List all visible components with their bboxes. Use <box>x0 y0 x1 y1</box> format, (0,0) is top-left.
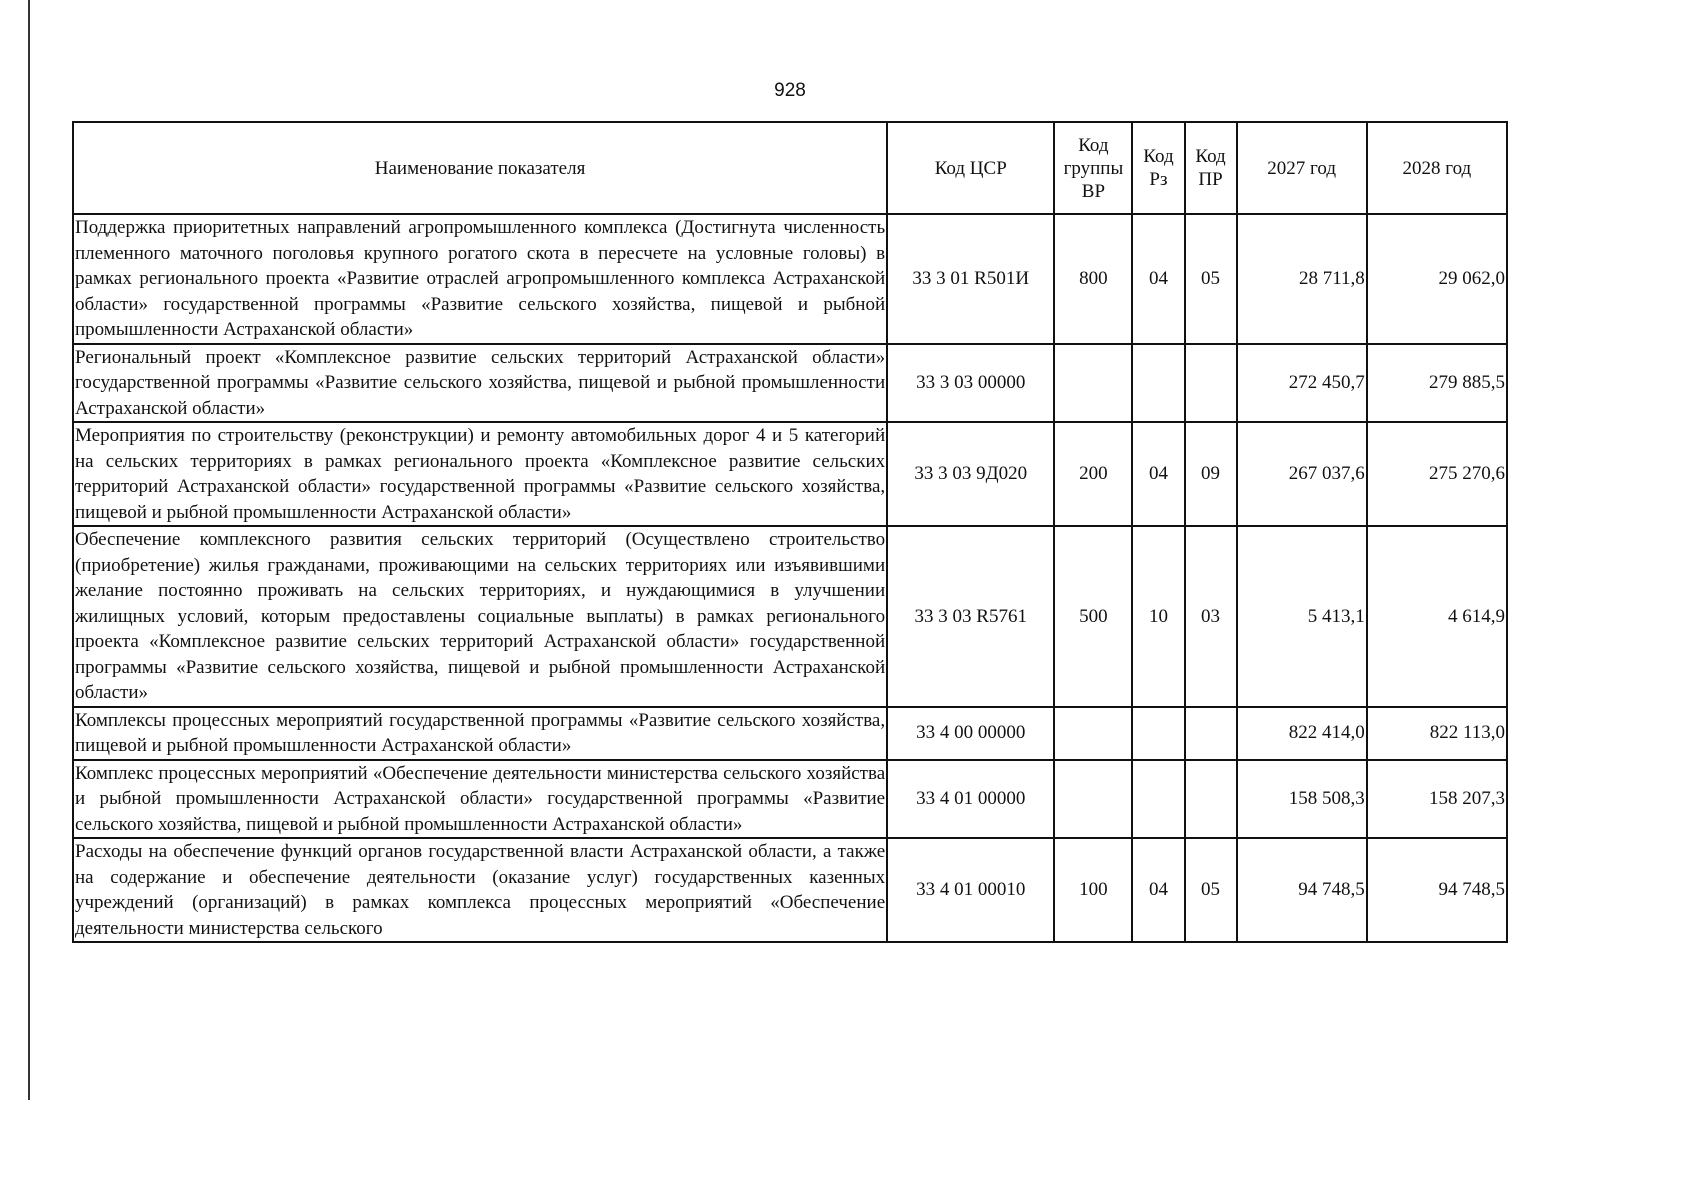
row-csr: 33 4 01 00000 <box>887 760 1054 839</box>
header-name: Наименование показателя <box>73 122 887 214</box>
left-margin-line <box>28 0 30 1100</box>
row-pr: 05 <box>1185 214 1237 344</box>
table-header-row <box>73 122 1507 214</box>
table-row <box>73 760 1507 839</box>
row-vr: 800 <box>1054 214 1132 344</box>
row-vr: 500 <box>1054 526 1132 707</box>
header-vr: Код группы ВР <box>1054 122 1132 214</box>
header-year-2027: 2027 год <box>1237 122 1367 214</box>
row-vr <box>1054 760 1132 839</box>
header-csr: Код ЦСР <box>887 122 1054 214</box>
row-year-2027: 94 748,5 <box>1237 838 1367 942</box>
row-vr <box>1054 344 1132 423</box>
row-csr: 33 3 01 R501И <box>887 214 1054 344</box>
table-row <box>73 838 1507 942</box>
row-pr <box>1185 344 1237 423</box>
row-vr: 100 <box>1054 838 1132 942</box>
row-rz: 04 <box>1132 214 1184 344</box>
row-pr <box>1185 707 1237 760</box>
header-year-2028: 2028 год <box>1367 122 1507 214</box>
row-csr: 33 3 03 00000 <box>887 344 1054 423</box>
row-year-2027: 822 414,0 <box>1237 707 1367 760</box>
row-year-2028: 29 062,0 <box>1367 214 1507 344</box>
row-csr: 33 3 03 9Д020 <box>887 422 1054 526</box>
row-rz <box>1132 344 1184 423</box>
row-vr: 200 <box>1054 422 1132 526</box>
row-year-2027: 267 037,6 <box>1237 422 1367 526</box>
row-year-2028: 275 270,6 <box>1367 422 1507 526</box>
row-csr: 33 3 03 R5761 <box>887 526 1054 707</box>
row-pr: 03 <box>1185 526 1237 707</box>
table-row <box>73 526 1507 707</box>
row-year-2028: 158 207,3 <box>1367 760 1507 839</box>
budget-table <box>72 121 1508 943</box>
row-rz: 10 <box>1132 526 1184 707</box>
row-year-2027: 158 508,3 <box>1237 760 1367 839</box>
row-name: Региональный проект «Комплексное развитие сельских территорий Астраханской области» государственной программы «Развитие сельского хозяйства, пищевой и рыбной промышленности Астраханской области» <box>73 344 887 423</box>
row-year-2027: 28 711,8 <box>1237 214 1367 344</box>
row-csr: 33 4 00 00000 <box>887 707 1054 760</box>
table-row <box>73 422 1507 526</box>
row-rz <box>1132 760 1184 839</box>
row-pr <box>1185 760 1237 839</box>
row-rz: 04 <box>1132 422 1184 526</box>
table-row <box>73 214 1507 344</box>
row-rz <box>1132 707 1184 760</box>
row-year-2027: 5 413,1 <box>1237 526 1367 707</box>
row-name: Поддержка приоритетных направлений агропромышленного комплекса (Достигнута численность племенного маточного поголовья крупного рогатого скота в пересчете на условные головы) в рамках регионального проекта «Развитие отраслей агропромышленного комплекса Астраханской области» государственной программы «Развитие сельского хозяйства, пищевой и рыбной промышленности Астраханской области» <box>73 214 887 344</box>
row-csr: 33 4 01 00010 <box>887 838 1054 942</box>
row-name: Расходы на обеспечение функций органов государственной власти Астраханской области, а также на содержание и обеспечение деятельности (оказание услуг) государственных казенных учреждений (организаций) в рамках комплекса процессных мероприятий «Обеспечение деятельности министерства сельского <box>73 838 887 942</box>
row-year-2028: 94 748,5 <box>1367 838 1507 942</box>
page-number: 928 <box>774 80 806 101</box>
table-row <box>73 707 1507 760</box>
row-pr: 09 <box>1185 422 1237 526</box>
row-name: Мероприятия по строительству (реконструкции) и ремонту автомобильных дорог 4 и 5 категорий на сельских территориях в рамках регионального проекта «Комплексное развитие сельских территорий Астраханской области» государственной программы «Развитие сельского хозяйства, пищевой и рыбной промышленности Астраханской области» <box>73 422 887 526</box>
table-row <box>73 344 1507 423</box>
row-pr: 05 <box>1185 838 1237 942</box>
row-year-2028: 4 614,9 <box>1367 526 1507 707</box>
row-name: Комплекс процессных мероприятий «Обеспечение деятельности министерства сельского хозяйства и рыбной промышленности Астраханской области» государственной программы «Развитие сельского хозяйства, пищевой и рыбной промышленности Астраханской области» <box>73 760 887 839</box>
row-name: Комплексы процессных мероприятий государственной программы «Развитие сельского хозяйства, пищевой и рыбной промышленности Астраханской области» <box>73 707 887 760</box>
row-year-2027: 272 450,7 <box>1237 344 1367 423</box>
header-rz: Код Рз <box>1132 122 1184 214</box>
header-pr: Код ПР <box>1185 122 1237 214</box>
row-year-2028: 279 885,5 <box>1367 344 1507 423</box>
row-name: Обеспечение комплексного развития сельских территорий (Осуществлено строительство (приобретение) жилья гражданами, проживающими на сельских территориях или изъявившими желание постоянно проживать на сельских территориях, и нуждающимися в улучшении жилищных условий, которым предоставлены социальные выплаты) в рамках регионального проекта «Комплексное развитие сельских территорий Астраханской области» государственной программы «Развитие сельского хозяйства, пищевой и рыбной промышленности Астраханской области» <box>73 526 887 707</box>
row-year-2028: 822 113,0 <box>1367 707 1507 760</box>
row-vr <box>1054 707 1132 760</box>
row-rz: 04 <box>1132 838 1184 942</box>
